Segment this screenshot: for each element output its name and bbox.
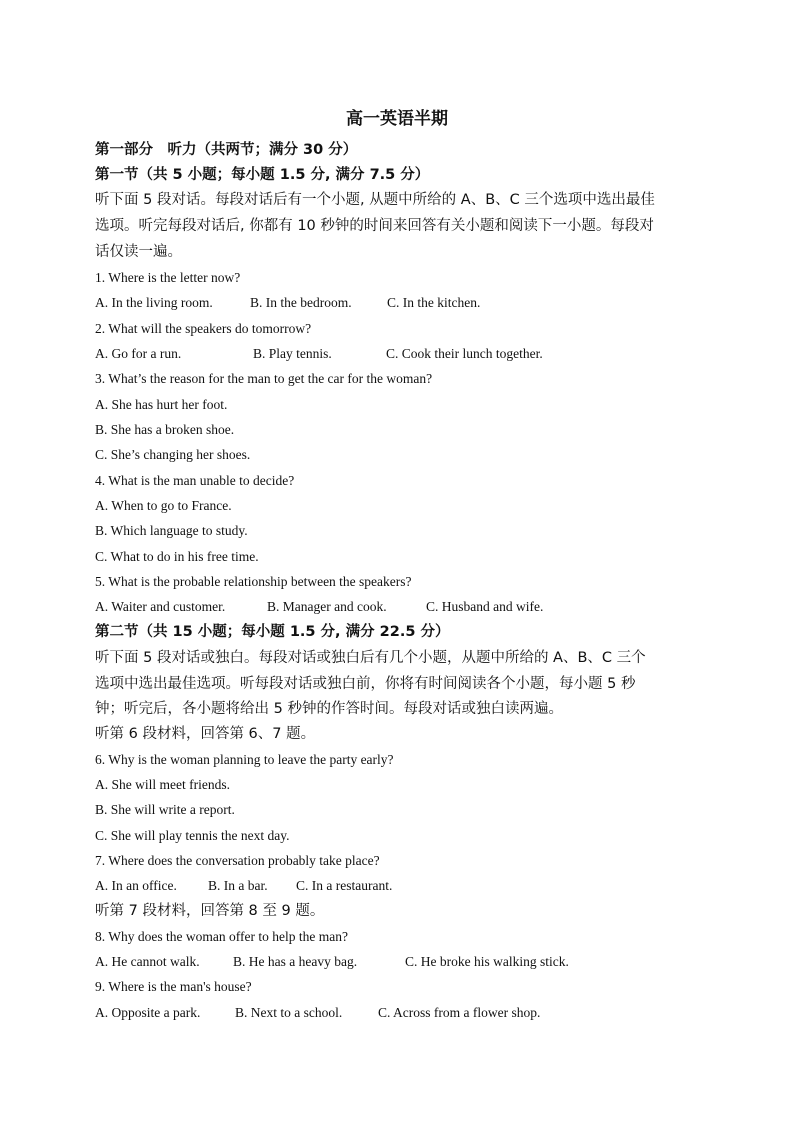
option-c: C. In a restaurant. — [296, 878, 393, 893]
question-3-option-c: C. She’s changing her shoes. — [95, 447, 251, 462]
question-3-option-a: A. She has hurt her foot. — [95, 397, 228, 412]
section1-instruction-line: 话仅读一遍。 — [95, 244, 182, 260]
option-b: B. In a bar. — [208, 878, 268, 893]
section1-heading: 第一节（共 5 小题；每小题 1.5 分, 满分 7.5 分） — [95, 167, 430, 183]
option-b: B. Manager and cook. — [267, 599, 387, 614]
material-6-note: 听第 6 段材料，回答第 6、7 题。 — [95, 726, 316, 742]
option-c: C. In the kitchen. — [387, 295, 481, 310]
option-c: C. Husband and wife. — [426, 599, 544, 614]
question-4: 4. What is the man unable to decide? — [95, 473, 295, 488]
question-6-option-c: C. She will play tennis the next day. — [95, 828, 290, 843]
question-5: 5. What is the probable relationship between the speakers? — [95, 574, 412, 589]
question-5-options — [95, 598, 543, 616]
question-6-option-b: B. She will write a report. — [95, 802, 235, 817]
question-8-options — [95, 953, 569, 971]
question-9-options — [95, 1004, 540, 1022]
question-2: 2. What will the speakers do tomorrow? — [95, 321, 312, 336]
option-c: C. He broke his walking stick. — [405, 954, 569, 969]
material-7-note: 听第 7 段材料，回答第 8 至 9 题。 — [95, 903, 325, 919]
question-4-option-c: C. What to do in his free time. — [95, 549, 259, 564]
option-b: B. In the bedroom. — [250, 295, 352, 310]
section2-instruction-line: 钟；听完后，各小题将给出 5 秒钟的作答时间。每段对话或独白读两遍。 — [95, 701, 563, 717]
question-4-option-a: A. When to go to France. — [95, 498, 232, 513]
section1-instruction-line: 选项。听完每段对话后, 你都有 10 秒钟的时间来回答有关小题和阅读下一小题。每段对 — [95, 218, 654, 234]
question-1: 1. Where is the letter now? — [95, 270, 241, 285]
option-a: A. He cannot walk. — [95, 954, 200, 969]
option-c: C. Cook their lunch together. — [386, 346, 543, 361]
part1-heading: 第一部分 听力（共两节；满分 30 分） — [95, 142, 358, 158]
option-b: B. He has a heavy bag. — [233, 954, 358, 969]
section1-instruction-line: 听下面 5 段对话。每段对话后有一个小题, 从题中所给的 A、B、C 三个选项中选出最佳 — [95, 192, 655, 208]
question-3: 3. What’s the reason for the man to get the car for the woman? — [95, 371, 433, 386]
option-a: A. In the living room. — [95, 295, 213, 310]
question-7: 7. Where does the conversation probably take place? — [95, 853, 380, 868]
question-1-options — [95, 294, 480, 312]
question-2-options — [95, 345, 543, 363]
question-7-options — [95, 877, 392, 895]
question-6: 6. Why is the woman planning to leave the party early? — [95, 752, 394, 767]
question-6-option-a: A. She will meet friends. — [95, 777, 230, 792]
option-b: B. Play tennis. — [253, 346, 332, 361]
section2-instruction-line: 选项中选出最佳选项。听每段对话或独白前，你将有时间阅读各个小题，每小题 5 秒 — [95, 676, 636, 692]
question-8: 8. Why does the woman offer to help the man? — [95, 929, 348, 944]
option-b: B. Next to a school. — [235, 1005, 343, 1020]
section2-instruction-line: 听下面 5 段对话或独白。每段对话或独白后有几个小题，从题中所给的 A、B、C 三个 — [95, 650, 646, 666]
option-a: A. Go for a run. — [95, 346, 182, 361]
question-3-option-b: B. She has a broken shoe. — [95, 422, 235, 437]
option-a: A. Waiter and customer. — [95, 599, 226, 614]
option-c: C. Across from a flower shop. — [378, 1005, 541, 1020]
question-9: 9. Where is the man's house? — [95, 979, 252, 994]
option-a: A. Opposite a park. — [95, 1005, 201, 1020]
question-4-option-b: B. Which language to study. — [95, 523, 248, 538]
page-title: 高一英语半期 — [346, 109, 448, 129]
option-a: A. In an office. — [95, 878, 177, 893]
section2-heading: 第二节（共 15 小题；每小题 1.5 分, 满分 22.5 分） — [95, 624, 450, 640]
